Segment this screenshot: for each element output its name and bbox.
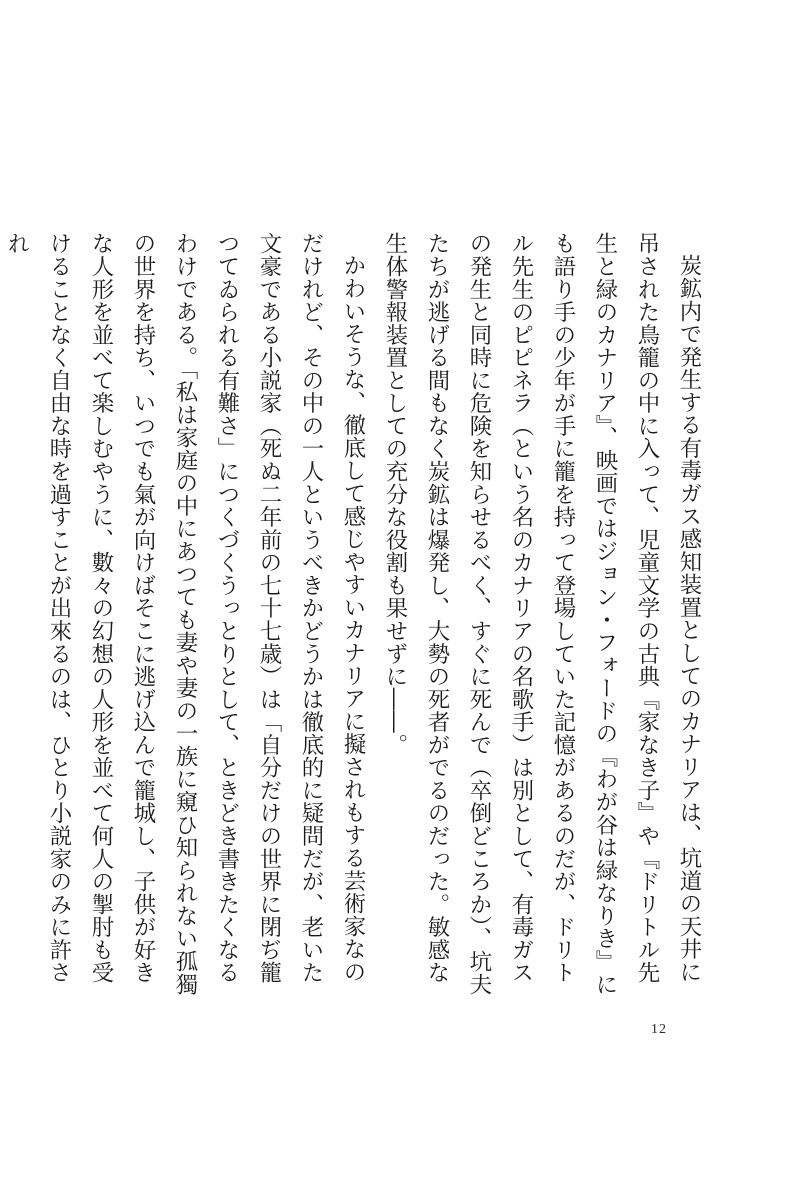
- page-number: 12: [651, 1022, 667, 1037]
- vertical-text-body: [0, 232, 710, 1002]
- paragraph-2: かわいそうな、徹底して感じやすいカナリアに擬されもする芸術家なのだけれど、その中の一人というべきかどうかは徹底的に疑問だが、老いた文豪である小説家（死ぬ二年前の七十七歳）は「自分だけの世界に閉ぢ籠つてゐられる有難さ」につくづくうっとりとして、ときどき書きたくなるわけである。「私は家庭の中にあつても妻や妻の一族に窺ひ知られない孤獨の世界を持ち、いつでも氣が向けばそこに逃げ込んで籠城し、子供が好きな人形を並べて楽しむやうに、數々の幻想の人形を並べて何人の掣肘も受けることなく自由な時を過すことが出來るのは、ひとり小説家のみに許され: [4, 232, 366, 996]
- paragraph-1: 炭鉱内で発生する有毒ガス感知装置としてのカナリアは、坑道の天井に吊された鳥籠の中に入って、児童文学の古典『家なき子』や『ドリトル先生と緑のカナリア』、映画ではジョン・フォードの『わが谷は緑なりき』にも語り手の少年が手に籠を持って登場していた記憶があるのだが、ドリトル先生のピピネラ（という名のカナリアの名歌手）は別として、有毒ガスの発生と同時に危険を知らせるべく、すぐに死んで（卒倒どころか）、坑夫たちが逃げる間もなく炭鉱は爆発し、大勢の死者がでるのだった。敏感な生体警報装置としての充分な役割も果せずに――。: [382, 232, 702, 996]
